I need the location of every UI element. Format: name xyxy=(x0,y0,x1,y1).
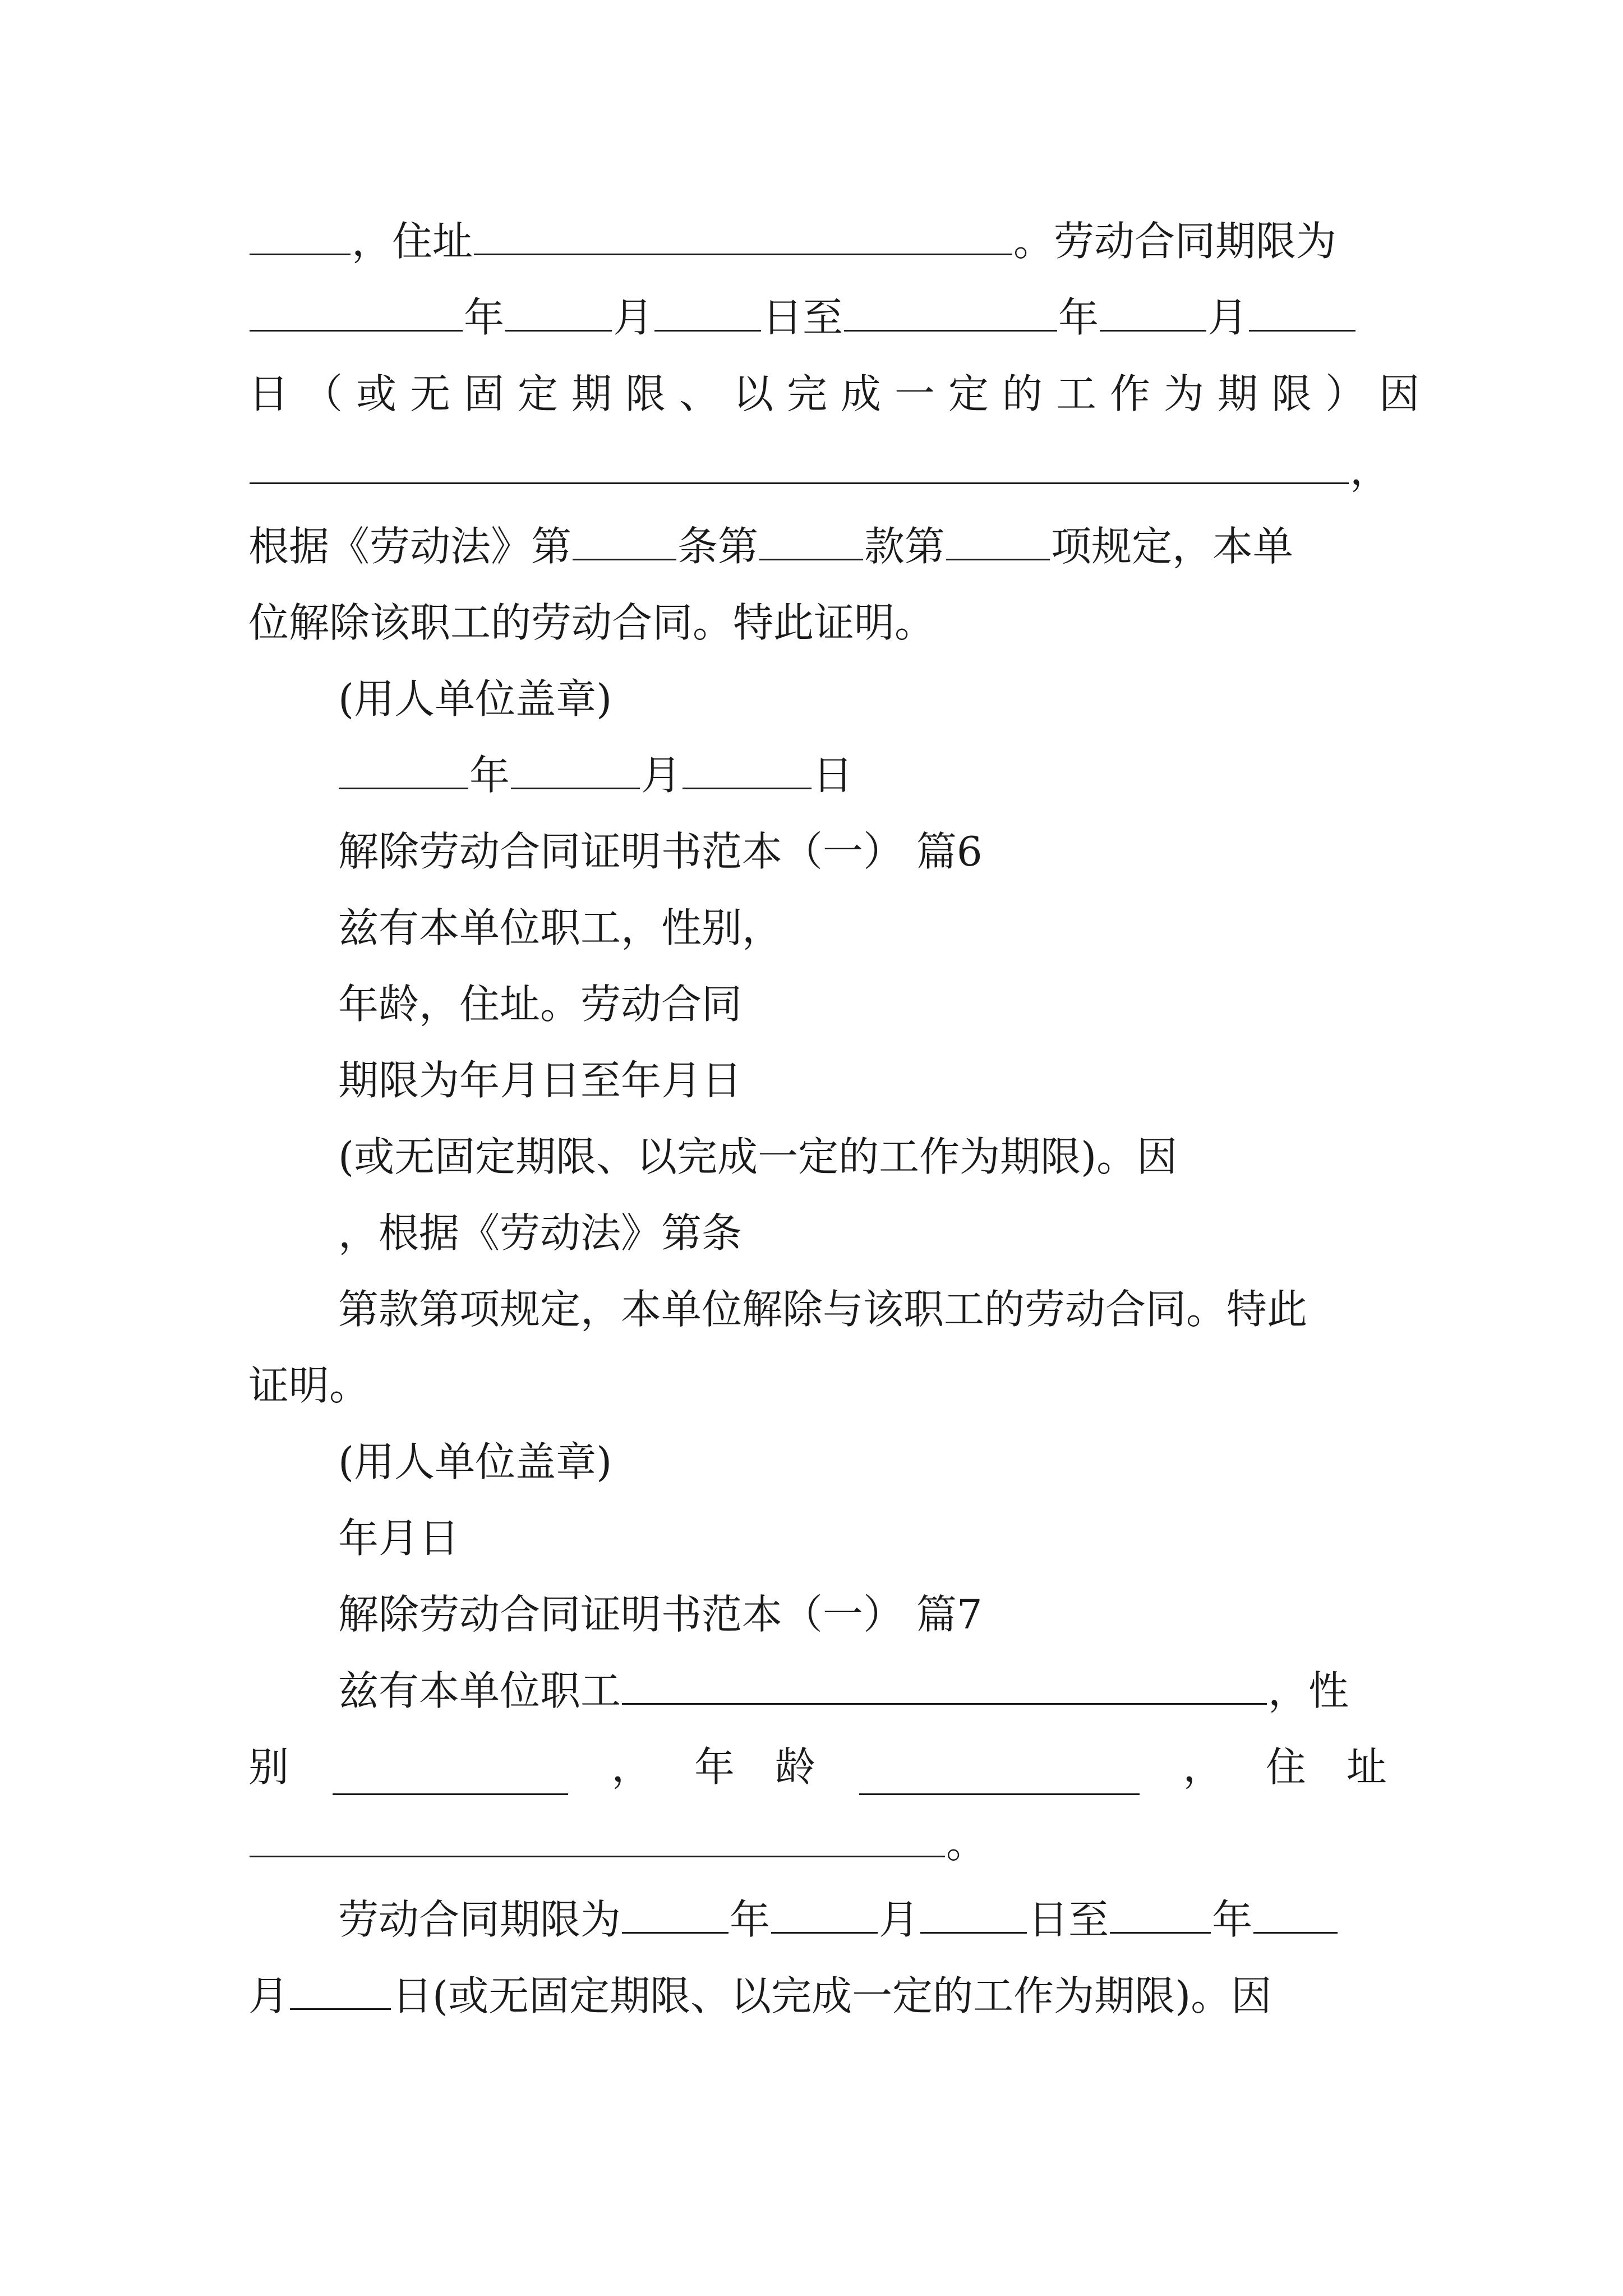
blank-field xyxy=(511,748,640,789)
blank-field xyxy=(339,748,468,789)
text-segment: 月 xyxy=(248,1972,289,2019)
blank-field xyxy=(683,748,811,789)
section-heading-6: 解除劳动合同证明书范本（一） 篇6 xyxy=(338,828,983,875)
text-line-24 xyxy=(248,1968,1387,2024)
text-line-14: ，根据《劳动法》第条 xyxy=(338,1209,743,1257)
text-line-11: 年龄，住址。劳动合同 xyxy=(338,981,743,1028)
text-line-10: 兹有本单位职工，性别， xyxy=(338,904,783,951)
text-segment: ， xyxy=(1350,447,1391,494)
blank-field xyxy=(250,1816,945,1857)
blank-field xyxy=(1100,291,1206,332)
text-segment: 住 址 xyxy=(1265,1743,1387,1791)
blank-field xyxy=(759,519,863,560)
text-segment: 年 龄 xyxy=(694,1743,815,1791)
blank-field xyxy=(1249,291,1355,332)
section-heading-7: 解除劳动合同证明书范本（一） 篇7 xyxy=(338,1591,983,1638)
text-line-18: 年月日 xyxy=(338,1515,460,1562)
blank-field xyxy=(654,291,761,332)
text-line-2 xyxy=(248,289,1387,346)
blank-field xyxy=(920,1893,1027,1934)
text-segment: 年 xyxy=(1212,1896,1253,1943)
text-segment: 年 xyxy=(464,294,505,341)
blank-field xyxy=(250,443,1349,484)
text-line-22 xyxy=(248,1815,1387,1871)
blank-field xyxy=(859,1754,1140,1795)
text-segment: 年 xyxy=(1058,294,1099,341)
text-line-6: 位解除该职工的劳动合同。特此证明。 xyxy=(248,599,935,646)
text-segment: 日 xyxy=(813,752,854,799)
text-segment: ， xyxy=(611,1743,652,1791)
text-segment: 。劳动合同期限为 xyxy=(1013,218,1337,265)
text-line-3: 日（或无固定期限、以完成一定的工作为期限）因 xyxy=(248,370,1433,417)
text-segment: 兹有本单位职工 xyxy=(338,1667,621,1714)
text-segment: 月 xyxy=(879,1896,920,1943)
text-segment: 条第 xyxy=(677,523,759,570)
blank-field xyxy=(573,519,676,560)
text-line-16: 证明。 xyxy=(248,1362,370,1409)
text-segment: 年 xyxy=(469,752,510,799)
text-segment: 。 xyxy=(946,1820,987,1867)
text-line-7: (用人单位盖章) xyxy=(338,675,612,723)
blank-field xyxy=(946,519,1050,560)
text-segment: 月 xyxy=(641,752,682,799)
blank-field xyxy=(1110,1893,1211,1934)
blank-field xyxy=(474,214,1012,255)
text-segment: 月 xyxy=(1207,294,1248,341)
text-line-20 xyxy=(338,1663,1387,1719)
text-line-13: (或无固定期限、以完成一定的工作为期限)。因 xyxy=(338,1133,1178,1180)
text-segment: 劳动合同期限为 xyxy=(338,1896,621,1943)
text-segment: ， xyxy=(1183,1743,1224,1791)
blank-field xyxy=(290,1969,391,2010)
text-line-17: (用人单位盖章) xyxy=(338,1438,612,1485)
text-segment: 日(或无固定期限、以完成一定的工作为期限)。因 xyxy=(392,1972,1272,2019)
text-line-21 xyxy=(248,1739,1387,1795)
blank-field xyxy=(771,1893,878,1934)
text-segment: 项规定，本单 xyxy=(1051,523,1294,570)
text-line-23 xyxy=(338,1892,1387,1948)
text-line-12: 期限为年月日至年月日 xyxy=(338,1057,743,1104)
blank-field xyxy=(250,214,351,255)
blank-field xyxy=(622,1664,1267,1705)
text-line-4 xyxy=(248,442,1391,498)
blank-field xyxy=(1253,1893,1338,1934)
text-segment: 日至 xyxy=(1028,1896,1109,1943)
text-segment: 日至 xyxy=(762,294,843,341)
blank-field xyxy=(250,291,463,332)
blank-field xyxy=(622,1893,728,1934)
text-line-1 xyxy=(248,213,1387,269)
text-line-5 xyxy=(248,518,1387,574)
text-segment: 月 xyxy=(613,294,654,341)
blank-field xyxy=(333,1754,568,1795)
text-segment: 年 xyxy=(730,1896,771,1943)
text-segment: ，性 xyxy=(1268,1667,1349,1714)
text-segment: ，住址 xyxy=(352,218,473,265)
blank-field xyxy=(844,291,1057,332)
blank-field xyxy=(505,291,612,332)
text-segment: 款第 xyxy=(864,523,946,570)
text-segment: 根据《劳动法》第 xyxy=(248,523,572,570)
text-line-8 xyxy=(338,747,1387,803)
text-segment: 别 xyxy=(248,1743,289,1791)
text-line-15: 第款第项规定，本单位解除与该职工的劳动合同。特此 xyxy=(338,1286,1308,1333)
